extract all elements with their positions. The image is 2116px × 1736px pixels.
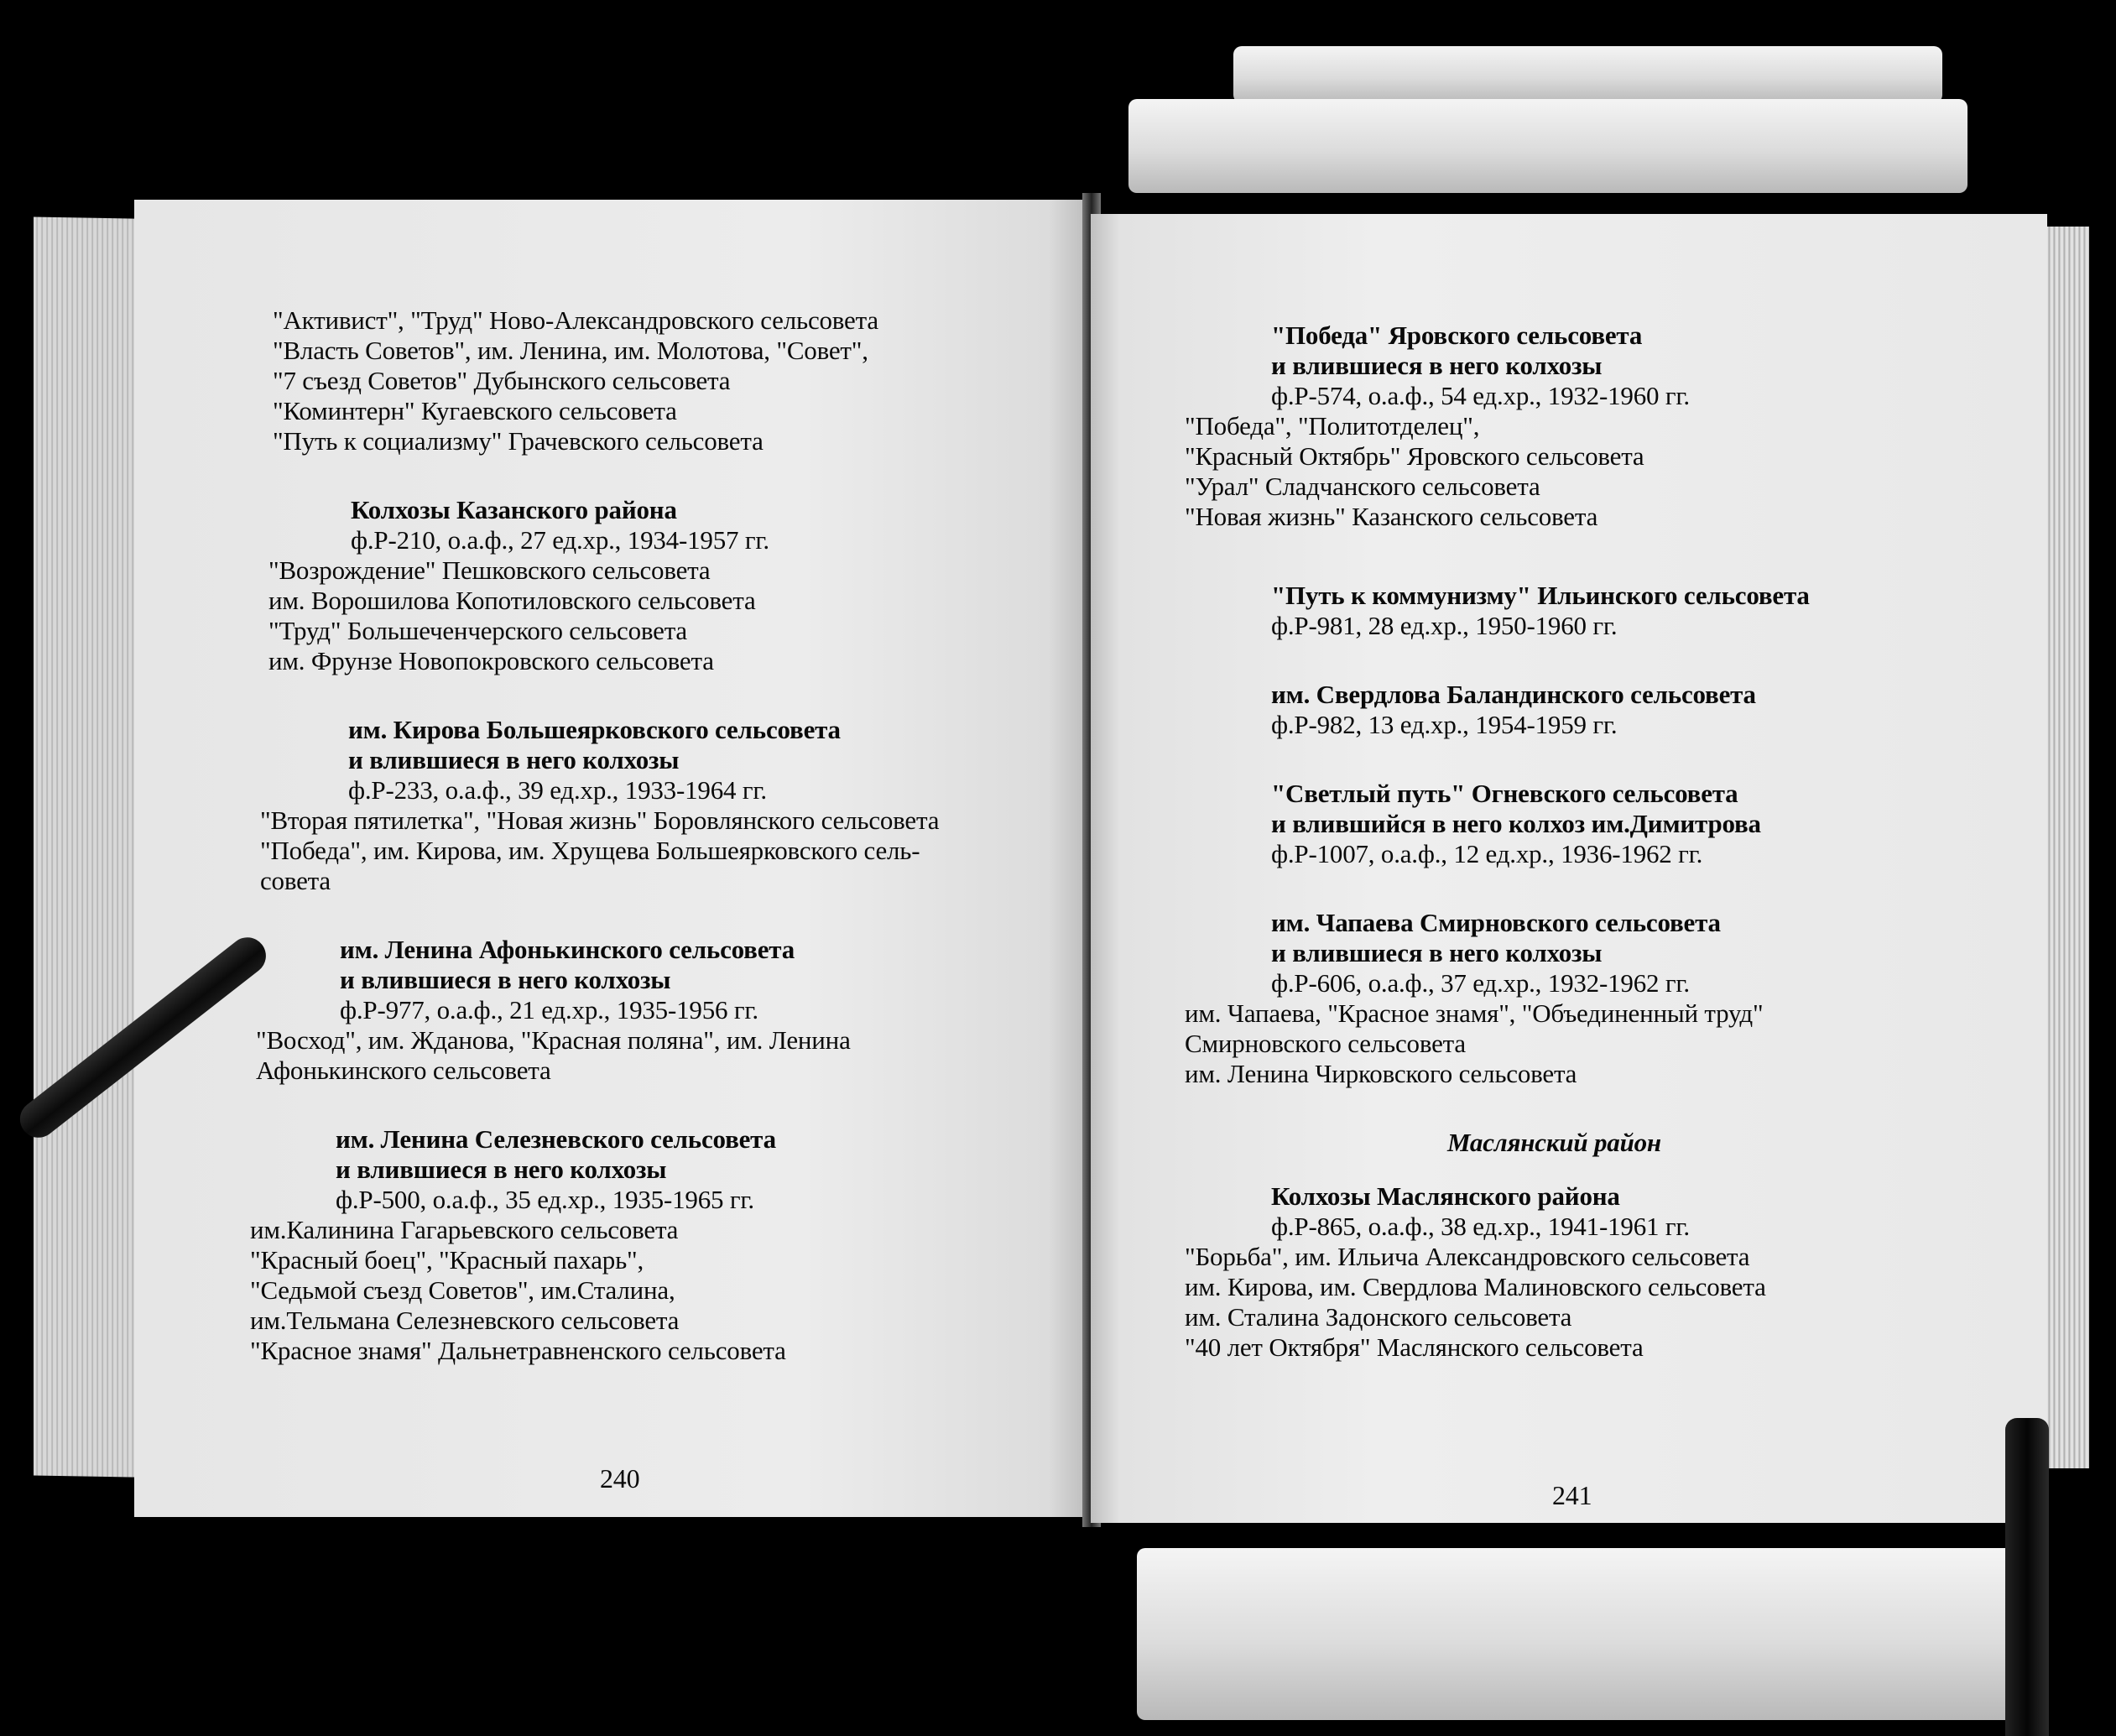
fund-reference: ф.Р-981, 28 ед.хр., 1950-1960 гг. bbox=[1271, 611, 1618, 640]
text-line: "Борьба", им. Ильича Александровского сельсовета bbox=[1185, 1242, 1750, 1271]
text-line: им. Чапаева, "Красное знамя", "Объединенный труд" bbox=[1185, 998, 1764, 1028]
text-line: "Красный Октябрь" Яровского сельсовета bbox=[1185, 441, 1644, 471]
text-line: совета bbox=[260, 866, 331, 895]
text-line: "Новая жизнь" Казанского сельсовета bbox=[1185, 502, 1598, 531]
text-line: "Труд" Большеченчерского сельсовета bbox=[268, 616, 687, 645]
section-heading: и влившийся в него колхоз им.Димитрова bbox=[1271, 809, 1761, 838]
section-heading: им. Кирова Большеярковского сельсовета bbox=[348, 715, 841, 744]
page-clip bbox=[2005, 1418, 2049, 1736]
text-line: им. Фрунзе Новопокровского сельсовета bbox=[268, 646, 714, 675]
text-line: им. Кирова, им. Свердлова Малиновского сельсовета bbox=[1185, 1272, 1766, 1301]
section-heading: "Победа" Яровского сельсовета bbox=[1271, 321, 1643, 350]
foam-pad-top-upper bbox=[1233, 46, 1942, 103]
section-heading: и влившиеся в него колхозы bbox=[1271, 351, 1603, 380]
page-number: 240 bbox=[600, 1463, 640, 1494]
section-heading: и влившиеся в него колхозы bbox=[336, 1155, 667, 1184]
text-line: им. Ворошилова Копотиловского сельсовета bbox=[268, 586, 756, 615]
text-line: "Коминтерн" Кугаевского сельсовета bbox=[273, 396, 677, 425]
foam-pad-bottom bbox=[1137, 1548, 2039, 1720]
text-line: им. Сталина Задонского сельсовета bbox=[1185, 1302, 1572, 1332]
text-line: "Седьмой съезд Советов", им.Сталина, bbox=[250, 1275, 675, 1305]
fund-reference: ф.Р-982, 13 ед.хр., 1954-1959 гг. bbox=[1271, 710, 1618, 739]
text-line: "Путь к социализму" Грачевского сельсовета bbox=[273, 426, 764, 456]
text-line: "Победа", им. Кирова, им. Хрущева Большеярковского сель- bbox=[260, 836, 920, 865]
section-heading: им. Свердлова Баландинского сельсовета bbox=[1271, 680, 1756, 709]
section-heading: "Путь к коммунизму" Ильинского сельсовета bbox=[1271, 581, 1810, 610]
district-heading: Маслянский район bbox=[1447, 1128, 1661, 1157]
text-line: "Урал" Сладчанского сельсовета bbox=[1185, 472, 1540, 501]
text-line: "7 съезд Советов" Дубынского сельсовета bbox=[273, 366, 731, 395]
foam-pad-top-lower bbox=[1128, 99, 1967, 193]
fund-reference: ф.Р-574, о.а.ф., 54 ед.хр., 1932-1960 гг. bbox=[1271, 381, 1690, 410]
fund-reference: ф.Р-210, о.а.ф., 27 ед.хр., 1934-1957 гг. bbox=[351, 525, 769, 555]
section-heading: Колхозы Маслянского района bbox=[1271, 1181, 1620, 1211]
text-line: "Красный боец", "Красный пахарь", bbox=[250, 1245, 644, 1275]
text-line: Афонькинского сельсовета bbox=[256, 1056, 551, 1085]
fund-reference: ф.Р-977, о.а.ф., 21 ед.хр., 1935-1956 гг. bbox=[340, 995, 758, 1024]
text-line: Смирновского сельсовета bbox=[1185, 1029, 1466, 1058]
text-line: "Красное знамя" Дальнетравненского сельсовета bbox=[250, 1336, 786, 1365]
section-heading: им. Чапаева Смирновского сельсовета bbox=[1271, 908, 1721, 937]
section-heading: и влившиеся в него колхозы bbox=[348, 745, 680, 774]
section-heading: и влившиеся в него колхозы bbox=[340, 965, 671, 994]
left-page bbox=[134, 200, 1087, 1517]
section-heading: и влившиеся в него колхозы bbox=[1271, 938, 1603, 967]
section-heading: им. Ленина Афонькинского сельсовета bbox=[340, 935, 795, 964]
text-line: "Возрождение" Пешковского сельсовета bbox=[268, 555, 711, 585]
right-page bbox=[1091, 214, 2047, 1523]
text-line: "Активист", "Труд" Ново-Александровского сельсовета bbox=[273, 305, 878, 335]
text-line: "Вторая пятилетка", "Новая жизнь" Боровлянского сельсовета bbox=[260, 805, 940, 835]
text-line: "Победа", "Политотделец", bbox=[1185, 411, 1480, 441]
text-line: им. Ленина Чирковского сельсовета bbox=[1185, 1059, 1577, 1088]
section-heading: "Светлый путь" Огневского сельсовета bbox=[1271, 779, 1738, 808]
text-line: "Власть Советов", им. Ленина, им. Молотова, "Совет", bbox=[273, 336, 868, 365]
text-line: "40 лет Октября" Маслянского сельсовета bbox=[1185, 1332, 1644, 1362]
fund-reference: ф.Р-606, о.а.ф., 37 ед.хр., 1932-1962 гг. bbox=[1271, 968, 1690, 998]
fund-reference: ф.Р-500, о.а.ф., 35 ед.хр., 1935-1965 гг. bbox=[336, 1185, 754, 1214]
text-line: "Восход", им. Жданова, "Красная поляна", им. Ленина bbox=[256, 1025, 851, 1055]
text-line: им.Калинина Гагарьевского сельсовета bbox=[250, 1215, 679, 1244]
fund-reference: ф.Р-1007, о.а.ф., 12 ед.хр., 1936-1962 гг. bbox=[1271, 839, 1703, 868]
page-number: 241 bbox=[1552, 1480, 1592, 1510]
section-heading: им. Ленина Селезневского сельсовета bbox=[336, 1124, 776, 1154]
section-heading: Колхозы Казанского района bbox=[351, 495, 677, 524]
text-line: им.Тельмана Селезневского сельсовета bbox=[250, 1306, 680, 1335]
fund-reference: ф.Р-865, о.а.ф., 38 ед.хр., 1941-1961 гг. bbox=[1271, 1212, 1690, 1241]
fund-reference: ф.Р-233, о.а.ф., 39 ед.хр., 1933-1964 гг. bbox=[348, 775, 767, 805]
